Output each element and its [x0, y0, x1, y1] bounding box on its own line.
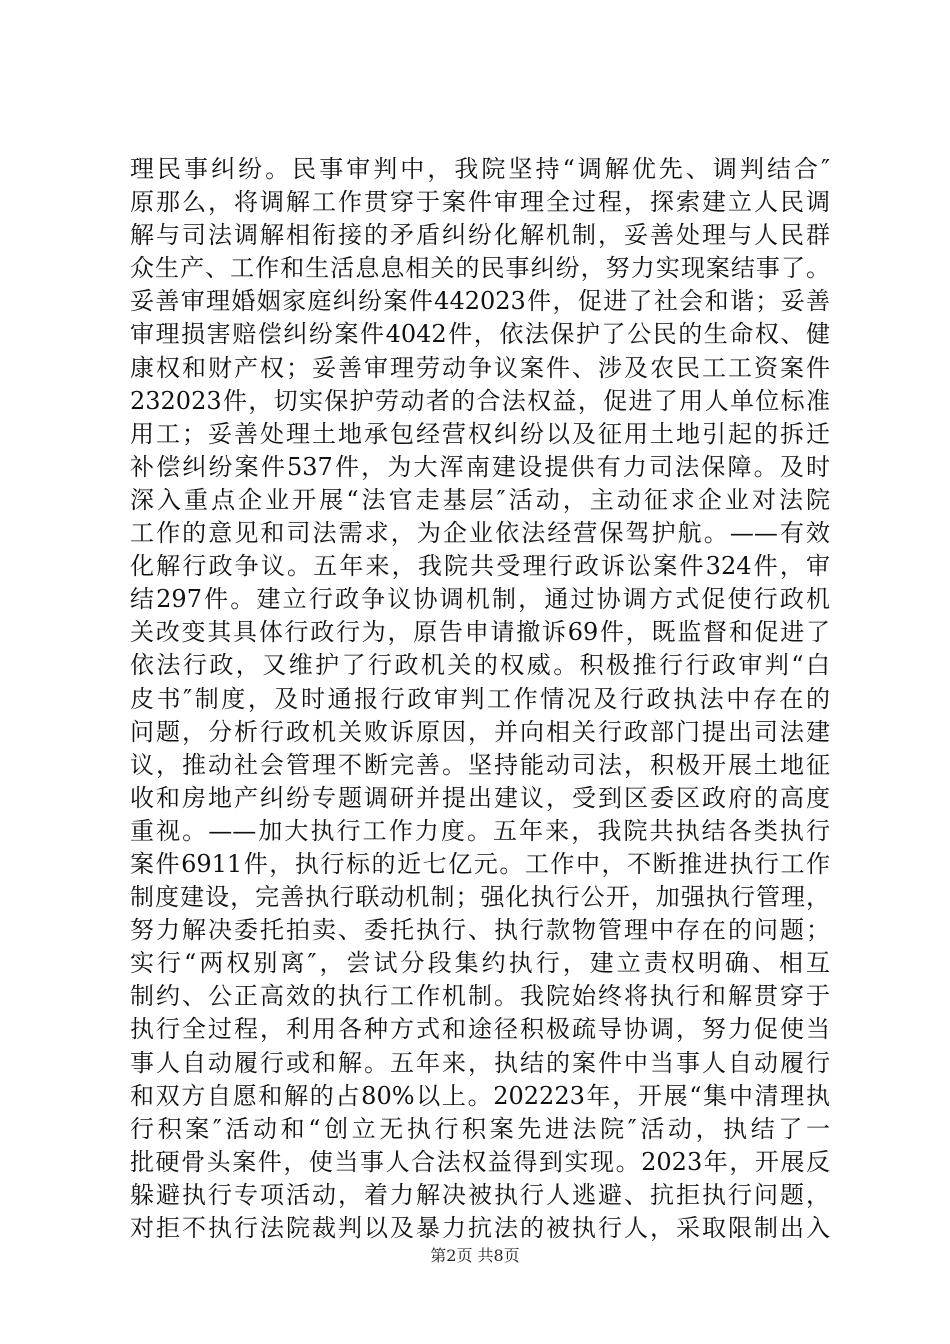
text-line: 深入重点企业开展“法官走基层″活动，主动征求企业对法院	[130, 485, 830, 514]
text-line: 事人自动履行或和解。五年来，执结的案件中当事人自动履行	[130, 1048, 830, 1077]
text-line: 对拒不执行法院裁判以及暴力抗法的被执行人，采取限制出入	[130, 1214, 830, 1242]
text-line: 众生产、工作和生活息息相关的民事纠纷，努力实现案结事了。	[130, 254, 830, 283]
text-line: 执行全过程，利用各种方式和途径积极疏导协调，努力促使当	[130, 1015, 830, 1044]
text-line: 补偿纠纷案件537件，为大浑南建设提供有力司法保障。及时	[130, 452, 830, 481]
text-line: 收和房地产纠纷专题调研并提出建议，受到区委区政府的高度	[130, 783, 830, 812]
text-line: 康权和财产权；妥善审理劳动争议案件、涉及农民工工资案件	[130, 353, 830, 382]
text-line: 实行“两权别离″，尝试分段集约执行，建立责权明确、相互	[130, 949, 830, 978]
text-line: 躲避执行专项活动，着力解决被执行人逃避、抗拒执行问题，	[130, 1180, 830, 1209]
page-footer: 第2页 共8页	[430, 1246, 520, 1265]
text-line: 原那么，将调解工作贯穿于案件审理全过程，探索建立人民调	[130, 188, 830, 217]
text-line: 制度建设，完善执行联动机制；强化执行公开，加强执行管理，	[130, 883, 830, 912]
text-line: 制约、公正高效的执行工作机制。我院始终将执行和解贯穿于	[130, 982, 830, 1011]
text-line: 和双方自愿和解的占80%以上。202223年，开展“集中清理执	[130, 1081, 830, 1110]
text-line: 批硬骨头案件，使当事人合法权益得到实现。2023年，开展反	[130, 1147, 830, 1176]
text-line: 关改变其具体行政行为，原告申请撤诉69件，既监督和促进了	[130, 618, 830, 647]
text-line: 解与司法调解相衔接的矛盾纠纷化解机制，妥善处理与人民群	[130, 221, 830, 250]
text-line: 妥善审理婚姻家庭纠纷案件442023件，促进了社会和谐；妥善	[130, 287, 830, 316]
text-line: 皮书″制度，及时通报行政审判工作情况及行政执法中存在的	[130, 684, 830, 713]
text-line: 努力解决委托拍卖、委托执行、执行款物管理中存在的问题；	[130, 916, 830, 945]
text-line: 工作的意见和司法需求，为企业依法经营保驾护航。——有效	[130, 519, 830, 548]
text-line: 232023件，切实保护劳动者的合法权益，促进了用人单位标准	[130, 386, 830, 415]
text-line: 议，推动社会管理不断完善。坚持能动司法，积极开展土地征	[130, 750, 830, 779]
text-line: 用工；妥善处理土地承包经营权纠纷以及征用土地引起的拆迁	[130, 419, 830, 448]
text-line: 理民事纠纷。民事审判中，我院坚持“调解优先、调判结合″	[130, 155, 830, 183]
text-line: 问题，分析行政机关败诉原因，并向相关行政部门提出司法建	[130, 717, 830, 746]
text-line: 审理损害赔偿纠纷案件4042件，依法保护了公民的生命权、健	[130, 320, 830, 349]
text-line: 结297件。建立行政争议协调机制，通过协调方式促使行政机	[130, 585, 830, 614]
body-text	[130, 153, 830, 1245]
text-line: 依法行政，又维护了行政机关的权威。积极推行行政审判“白	[130, 651, 830, 680]
text-line: 行积案″活动和“创立无执行积案先进法院″活动，执结了一	[130, 1114, 830, 1143]
text-line: 重视。——加大执行工作力度。五年来，我院共执结各类执行	[130, 816, 830, 845]
text-line: 案件6911件，执行标的近七亿元。工作中，不断推进执行工作	[130, 849, 830, 878]
text-line: 化解行政争议。五年来，我院共受理行政诉讼案件324件，审	[130, 552, 830, 581]
